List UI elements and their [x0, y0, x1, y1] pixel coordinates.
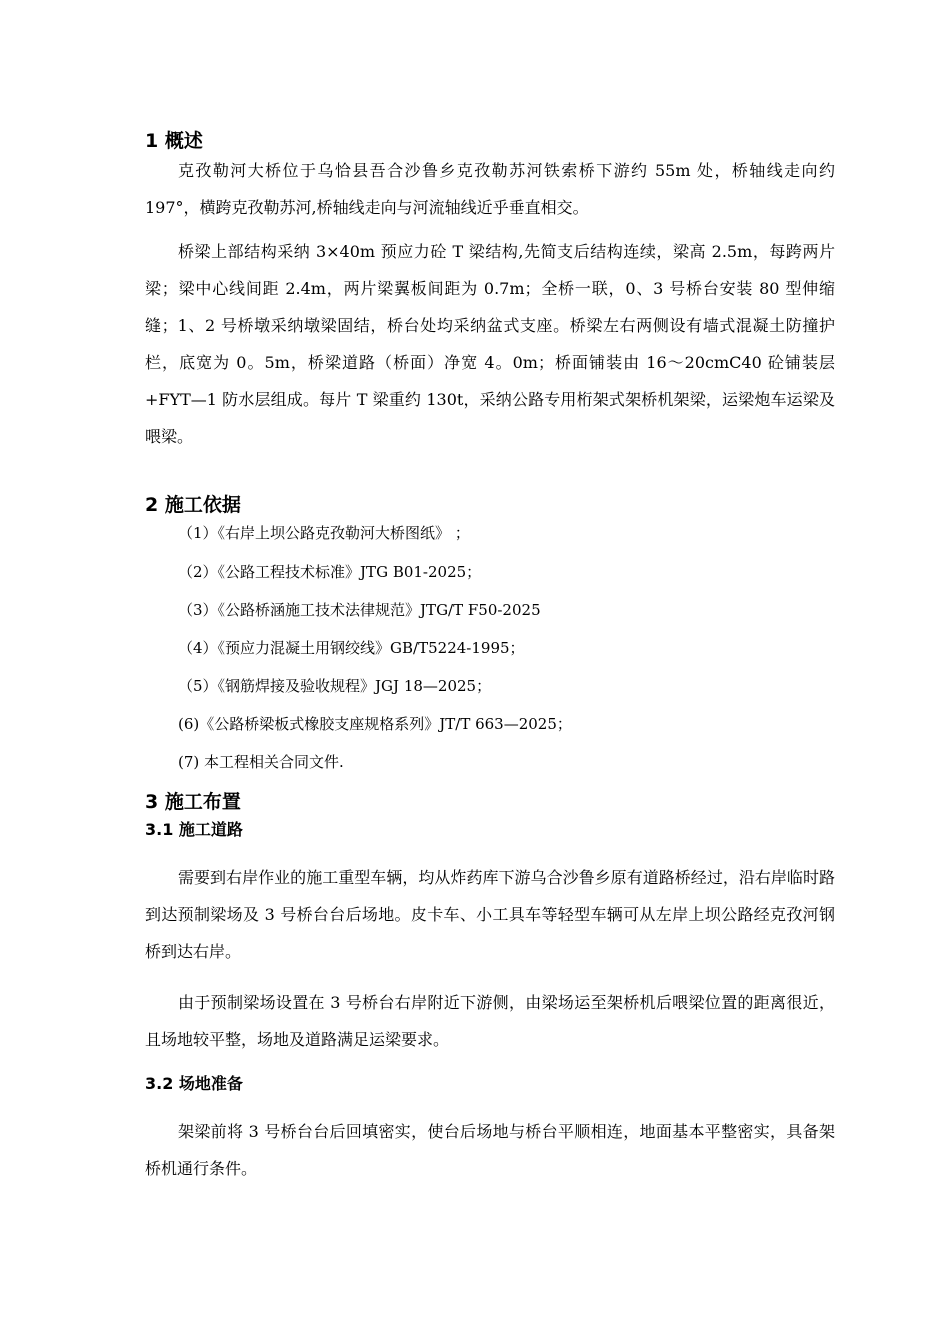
reference-item-7: (7) 本工程相关合同文件. — [178, 753, 344, 771]
section-3-2-heading: 3.2 场地准备 — [145, 1074, 243, 1093]
section-1-heading: 1 概述 — [145, 130, 203, 152]
section-3-2-paragraph-1: 架梁前将 3 号桥台台后回填密实，使台后场地与桥台平顺相连，地面基本平整密实，具备架桥机通行条件。 — [145, 1122, 835, 1178]
reference-item-1: （1）《右岸上坝公路克孜勒河大桥图纸》 ； — [178, 524, 470, 542]
reference-item-6: (6)《公路桥梁板式橡胶支座规格系列》JT/T 663—2025； — [178, 715, 572, 733]
reference-item-5: （5）《钢筋焊接及验收规程》JGJ 18—2025； — [178, 677, 492, 695]
section-1-paragraph-2: 桥梁上部结构采纳 3×40m 预应力砼 T 梁结构,先简支后结构连续，梁高 2.5m，每跨两片梁；梁中心线间距 2.4m，两片梁翼板间距为 0.7m；全桥一联，0、3 号桥台安装 80 型伸缩缝；1、2 号桥墩采纳墩梁固结，桥台处均采纳盆式支座。桥梁左右两侧设有墙式混凝土防撞护栏，底宽为 0。5m，桥梁道路（桥面）净宽 4。0m；桥面铺装由 16～20cmC40 砼铺装层+FYT—1 防水层组成。每片 T 梁重约 130t，采纳公路专用桁架式架桥机架梁，运梁炮车运梁及喂梁。 — [145, 242, 835, 446]
reference-item-4: （4）《预应力混凝土用钢绞线》GB/T5224-1995； — [178, 639, 525, 657]
section-3-1-paragraph-2: 由于预制梁场设置在 3 号桥台右岸附近下游侧，由梁场运至架桥机后喂梁位置的距离很近，且场地较平整，场地及道路满足运梁要求。 — [145, 993, 835, 1049]
reference-item-3: （3）《公路桥涵施工技术法律规范》JTG/T F50-2025 — [178, 601, 541, 619]
reference-item-2: （2）《公路工程技术标准》JTG B01-2025； — [178, 563, 482, 581]
section-3-heading: 3 施工布置 — [145, 791, 241, 813]
section-2-heading: 2 施工依据 — [145, 494, 241, 516]
section-3-1-paragraph-1: 需要到右岸作业的施工重型车辆，均从炸药库下游乌合沙鲁乡原有道路桥经过，沿右岸临时路到达预制梁场及 3 号桥台台后场地。皮卡车、小工具车等轻型车辆可从左岸上坝公路经克孜河钢桥到达右岸。 — [145, 868, 835, 961]
section-3-1-heading: 3.1 施工道路 — [145, 820, 243, 839]
section-1-paragraph-1: 克孜勒河大桥位于乌恰县吾合沙鲁乡克孜勒苏河铁索桥下游约 55m 处，桥轴线走向约 197°，横跨克孜勒苏河,桥轴线走向与河流轴线近乎垂直相交。 — [145, 161, 835, 217]
